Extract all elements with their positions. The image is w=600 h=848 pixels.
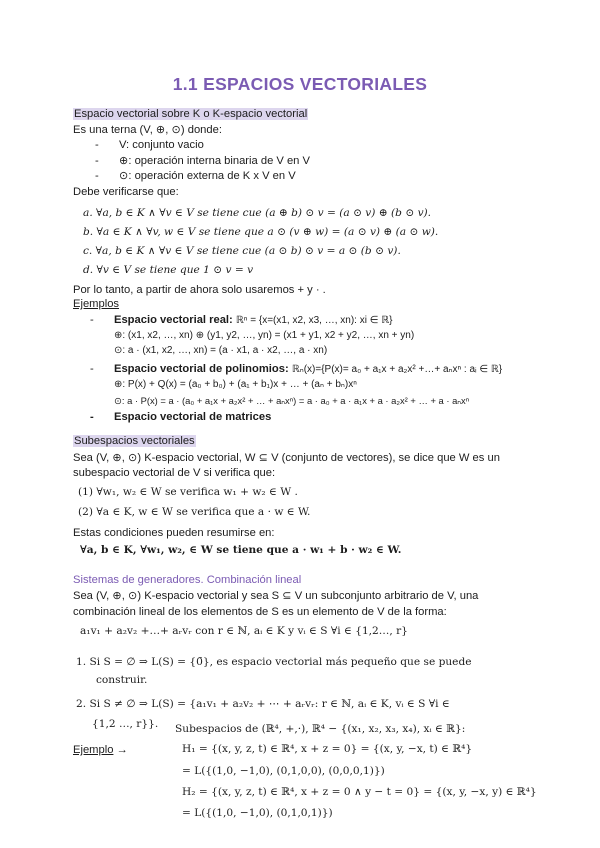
- subspace-def-line2: subespacio vectorial de V si verifica que:: [73, 467, 276, 479]
- example-h2-span: = L({(1,0, −1,0), (0,1,0,1)}): [182, 807, 333, 819]
- therefore-text: Por lo tanto, a partir de ahora solo usaremos + y · .: [73, 284, 326, 296]
- example-h1: H₁ = {(x, y, z, t) ∈ ℝ⁴, x + z = 0} = {(x, y, −x, t) ∈ ℝ⁴}: [182, 743, 473, 755]
- list-item: - V: conjunto vacio: [95, 139, 204, 151]
- example-poly-product: ⊙: a · P(x) = a · (a₀ + a₁x + a₂x² + … + aₙxⁿ) = a · a₀ + a · a₁x + a · a₂x² + … + a · aₙxⁿ: [114, 395, 470, 406]
- verify-text: Debe verificarse que:: [73, 186, 179, 198]
- example-subspaces-title: Subespacios de (ℝ⁴, +,·), ℝ⁴ − {(x₁, x₂, x₃, x₄), xᵢ ∈ ℝ}:: [175, 723, 466, 735]
- axiom-a: a. ∀a, b ∈ K ∧ ∀v ∈ V se tiene cue (a ⊕ b) ⊙ v = (a ⊙ v) ⊕ (b ⊙ v).: [83, 207, 432, 219]
- condition-1: (1) ∀w₁, w₂ ∈ W se verifica w₁ + w₂ ∈ W .: [78, 486, 298, 498]
- axiom-c: c. ∀a, b ∈ K ∧ ∀v ∈ V se tiene cue (a ⊙ b) ⊙ v = a ⊙ (b ⊙ v).: [83, 245, 401, 257]
- examples-heading: Ejemplos: [73, 298, 120, 310]
- axiom-d: d. ∀v ∈ V se tiene que 1 ⊙ v = v: [83, 264, 254, 276]
- example-real: - Espacio vectorial real: ℝⁿ = {x=(x1, x2, x3, …, xn): xi ∈ ℝ}: [90, 314, 393, 326]
- case-empty-line1: 1. Si S = ∅ ⇒ L(S) = {0̄}, es espacio vectorial más pequeño que se puede: [76, 656, 472, 668]
- example-real-product: ⊙: a · (x1, x2, …, xn) = (a · x1, a · x2, …, a · xn): [114, 345, 328, 356]
- case-empty-line2: construir.: [96, 674, 148, 686]
- example-poly-sum: ⊕: P(x) + Q(x) = (a₀ + b₀) + (a₁ + b₁)x + … + (aₙ + bₙ)xⁿ: [114, 379, 357, 390]
- example-polynomial: - Espacio vectorial de polinomios: ℝₙ(x)={P(x)= a₀ + a₁x + a₂x² +…+ aₙxⁿ : aᵢ ∈ ℝ}: [90, 363, 503, 375]
- example-h2: H₂ = {(x, y, z, t) ∈ ℝ⁴, x + z = 0 ∧ y − t = 0} = {(x, y, −x, y) ∈ ℝ⁴}: [182, 786, 537, 798]
- list-item: - ⊙: operación externa de K x V en V: [95, 170, 296, 182]
- combination-def-line2: combinación lineal de los elementos de S es un elemento de V de la forma:: [73, 606, 447, 618]
- combined-condition: ∀a, b ∈ K, ∀w₁, w₂, ∈ W se tiene que a · w₁ + b · w₂ ∈ W.: [80, 544, 402, 556]
- case-nonempty-line2: {1,2 …, r}}.: [92, 718, 159, 730]
- example-label: Ejemplo →: [73, 744, 128, 756]
- section-heading-vector-space: Espacio vectorial sobre K o K-espacio vectorial: [74, 108, 308, 120]
- combination-def-line1: Sea (V, ⊕, ⊙) K-espacio vectorial y sea S ⊆ V un subconjunto arbitrario de V, una: [73, 590, 479, 602]
- case-nonempty-line1: 2. Si S ≠ ∅ ⇒ L(S) = {a₁v₁ + a₂v₂ + ⋯ + aᵣvᵣ: r ∈ ℕ, aᵢ ∈ K, vᵢ ∈ S ∀i ∈: [76, 698, 450, 710]
- linear-combination-formula: a₁v₁ + a₂v₂ +…+ aᵣvᵣ con r ∈ ℕ, aᵢ ∈ K y vᵢ ∈ S ∀i ∈ {1,2…, r}: [80, 625, 408, 637]
- example-real-sum: ⊕: (x1, x2, …, xn) ⊕ (y1, y2, …, yn) = (x1 + y1, x2 + y2, …, xn + yn): [114, 330, 415, 341]
- axiom-b: b. ∀a ∈ K ∧ ∀v, w ∈ V se tiene que a ⊙ (v ⊕ w) = (a ⊙ v) ⊕ (a ⊙ w).: [83, 226, 439, 238]
- page-title: 1.1 ESPACIOS VECTORIALES: [172, 74, 428, 94]
- section-heading-generators: Sistemas de generadores. Combinación lineal: [73, 574, 302, 586]
- example-h1-span: = L({(1,0, −1,0), (0,1,0,0), (0,0,0,1)}): [182, 765, 385, 777]
- definition-text: Es una terna (V, ⊕, ⊙) donde:: [73, 124, 222, 136]
- summary-text: Estas condiciones pueden resumirse en:: [73, 527, 275, 539]
- example-matrix: - Espacio vectorial de matrices: [90, 411, 272, 423]
- subspace-def-line1: Sea (V, ⊕, ⊙) K-espacio vectorial, W ⊆ V (conjunto de vectores), se dice que W es un: [73, 452, 500, 464]
- list-item: - ⊕: operación interna binaria de V en V: [95, 155, 310, 167]
- condition-2: (2) ∀a ∈ K, w ∈ W se verifica que a · w ∈ W.: [78, 506, 311, 518]
- section-heading-subspaces: Subespacios vectoriales: [74, 435, 195, 447]
